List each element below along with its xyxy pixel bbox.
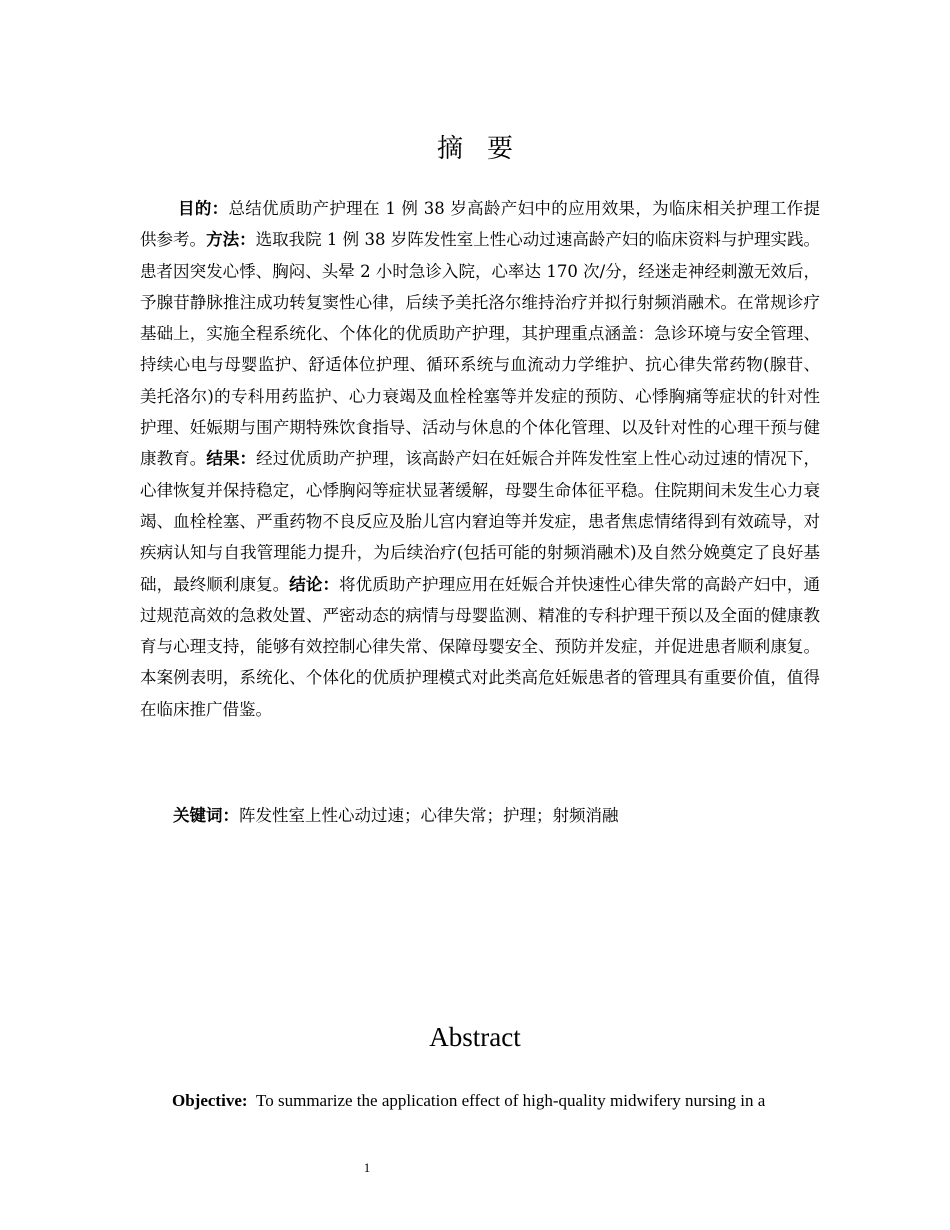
objective-label-en: Objective: xyxy=(172,1091,248,1110)
abstract-title-en: Abstract xyxy=(429,1022,521,1052)
keywords-text: 阵发性室上性心动过速；心律失常；护理；射频消融 xyxy=(239,806,619,825)
objective-text-en: To summarize the application effect of high-quality midwifery nursing in a xyxy=(256,1091,766,1110)
abstract-body-en xyxy=(172,1086,822,1116)
conclusion-label: 结论： xyxy=(289,574,340,594)
conclusion-text: 将优质助产护理应用在妊娠合并快速性心律失常的高龄产妇中，通过规范高效的急救处置、严密动态的病情与母婴监测、精准的专科护理干预以及全面的健康教育与心理支持，能够有效控制心律失常、保障母婴安全、预防并发症，并促进患者顺利康复。本案例表明，系统化、个体化的优质护理模式对此类高危妊娠患者的管理具有重要价值，值得在临床推广借鉴。 xyxy=(140,574,821,719)
keywords-line xyxy=(173,800,823,831)
method-text: 选取我院 1 例 38 岁阵发性室上性心动过速高龄产妇的临床资料与护理实践。患者因突发心悸、胸闷、头晕 2 小时急诊入院，心率达 170 次/分，经迷走神经刺激无效后，予腺苷静脉推注成功转复窦性心律，后续予美托洛尔维持治疗并拟行射频消融术。在常规诊疗基础上，实施全程系统化、个体化的优质助产护理，其护理重点涵盖：急诊环境与安全管理、持续心电与母婴监护、舒适体位护理、循环系统与血流动力学维护、抗心律失常药物(腺苷、美托洛尔)的专科用药监护、心力衰竭及血栓栓塞等并发症的预防、心悸胸痛等症状的针对性护理、妊娠期与围产期特殊饮食指导、活动与休息的个体化管理、以及针对性的心理干预与健康教育。 xyxy=(140,230,821,469)
page-number: 1 xyxy=(363,1160,371,1175)
result-text: 经过优质助产护理，该高龄产妇在妊娠合并阵发性室上性心动过速的情况下，心律恢复并保持稳定，心悸胸闷等症状显著缓解，母婴生命体征平稳。住院期间未发生心力衰竭、血栓栓塞、严重药物不良反应及胎儿宫内窘迫等并发症，患者焦虑情绪得到有效疏导，对疾病认知与自我管理能力提升，为后续治疗(包括可能的射频消融术)及自然分娩奠定了良好基础，最终顺利康复。 xyxy=(140,449,821,594)
objective-label: 目的： xyxy=(178,199,229,218)
abstract-title-cn: 摘要 xyxy=(436,134,537,164)
objective-text: 总结优质助产护理在 1 例 38 岁高龄产妇中的应用效果，为临床相关护理工作提供参考。 xyxy=(140,199,820,250)
abstract-body-cn xyxy=(140,193,820,725)
method-label: 方法： xyxy=(206,230,256,250)
keywords-label: 关键词： xyxy=(173,806,239,825)
result-label: 结果： xyxy=(206,449,257,469)
